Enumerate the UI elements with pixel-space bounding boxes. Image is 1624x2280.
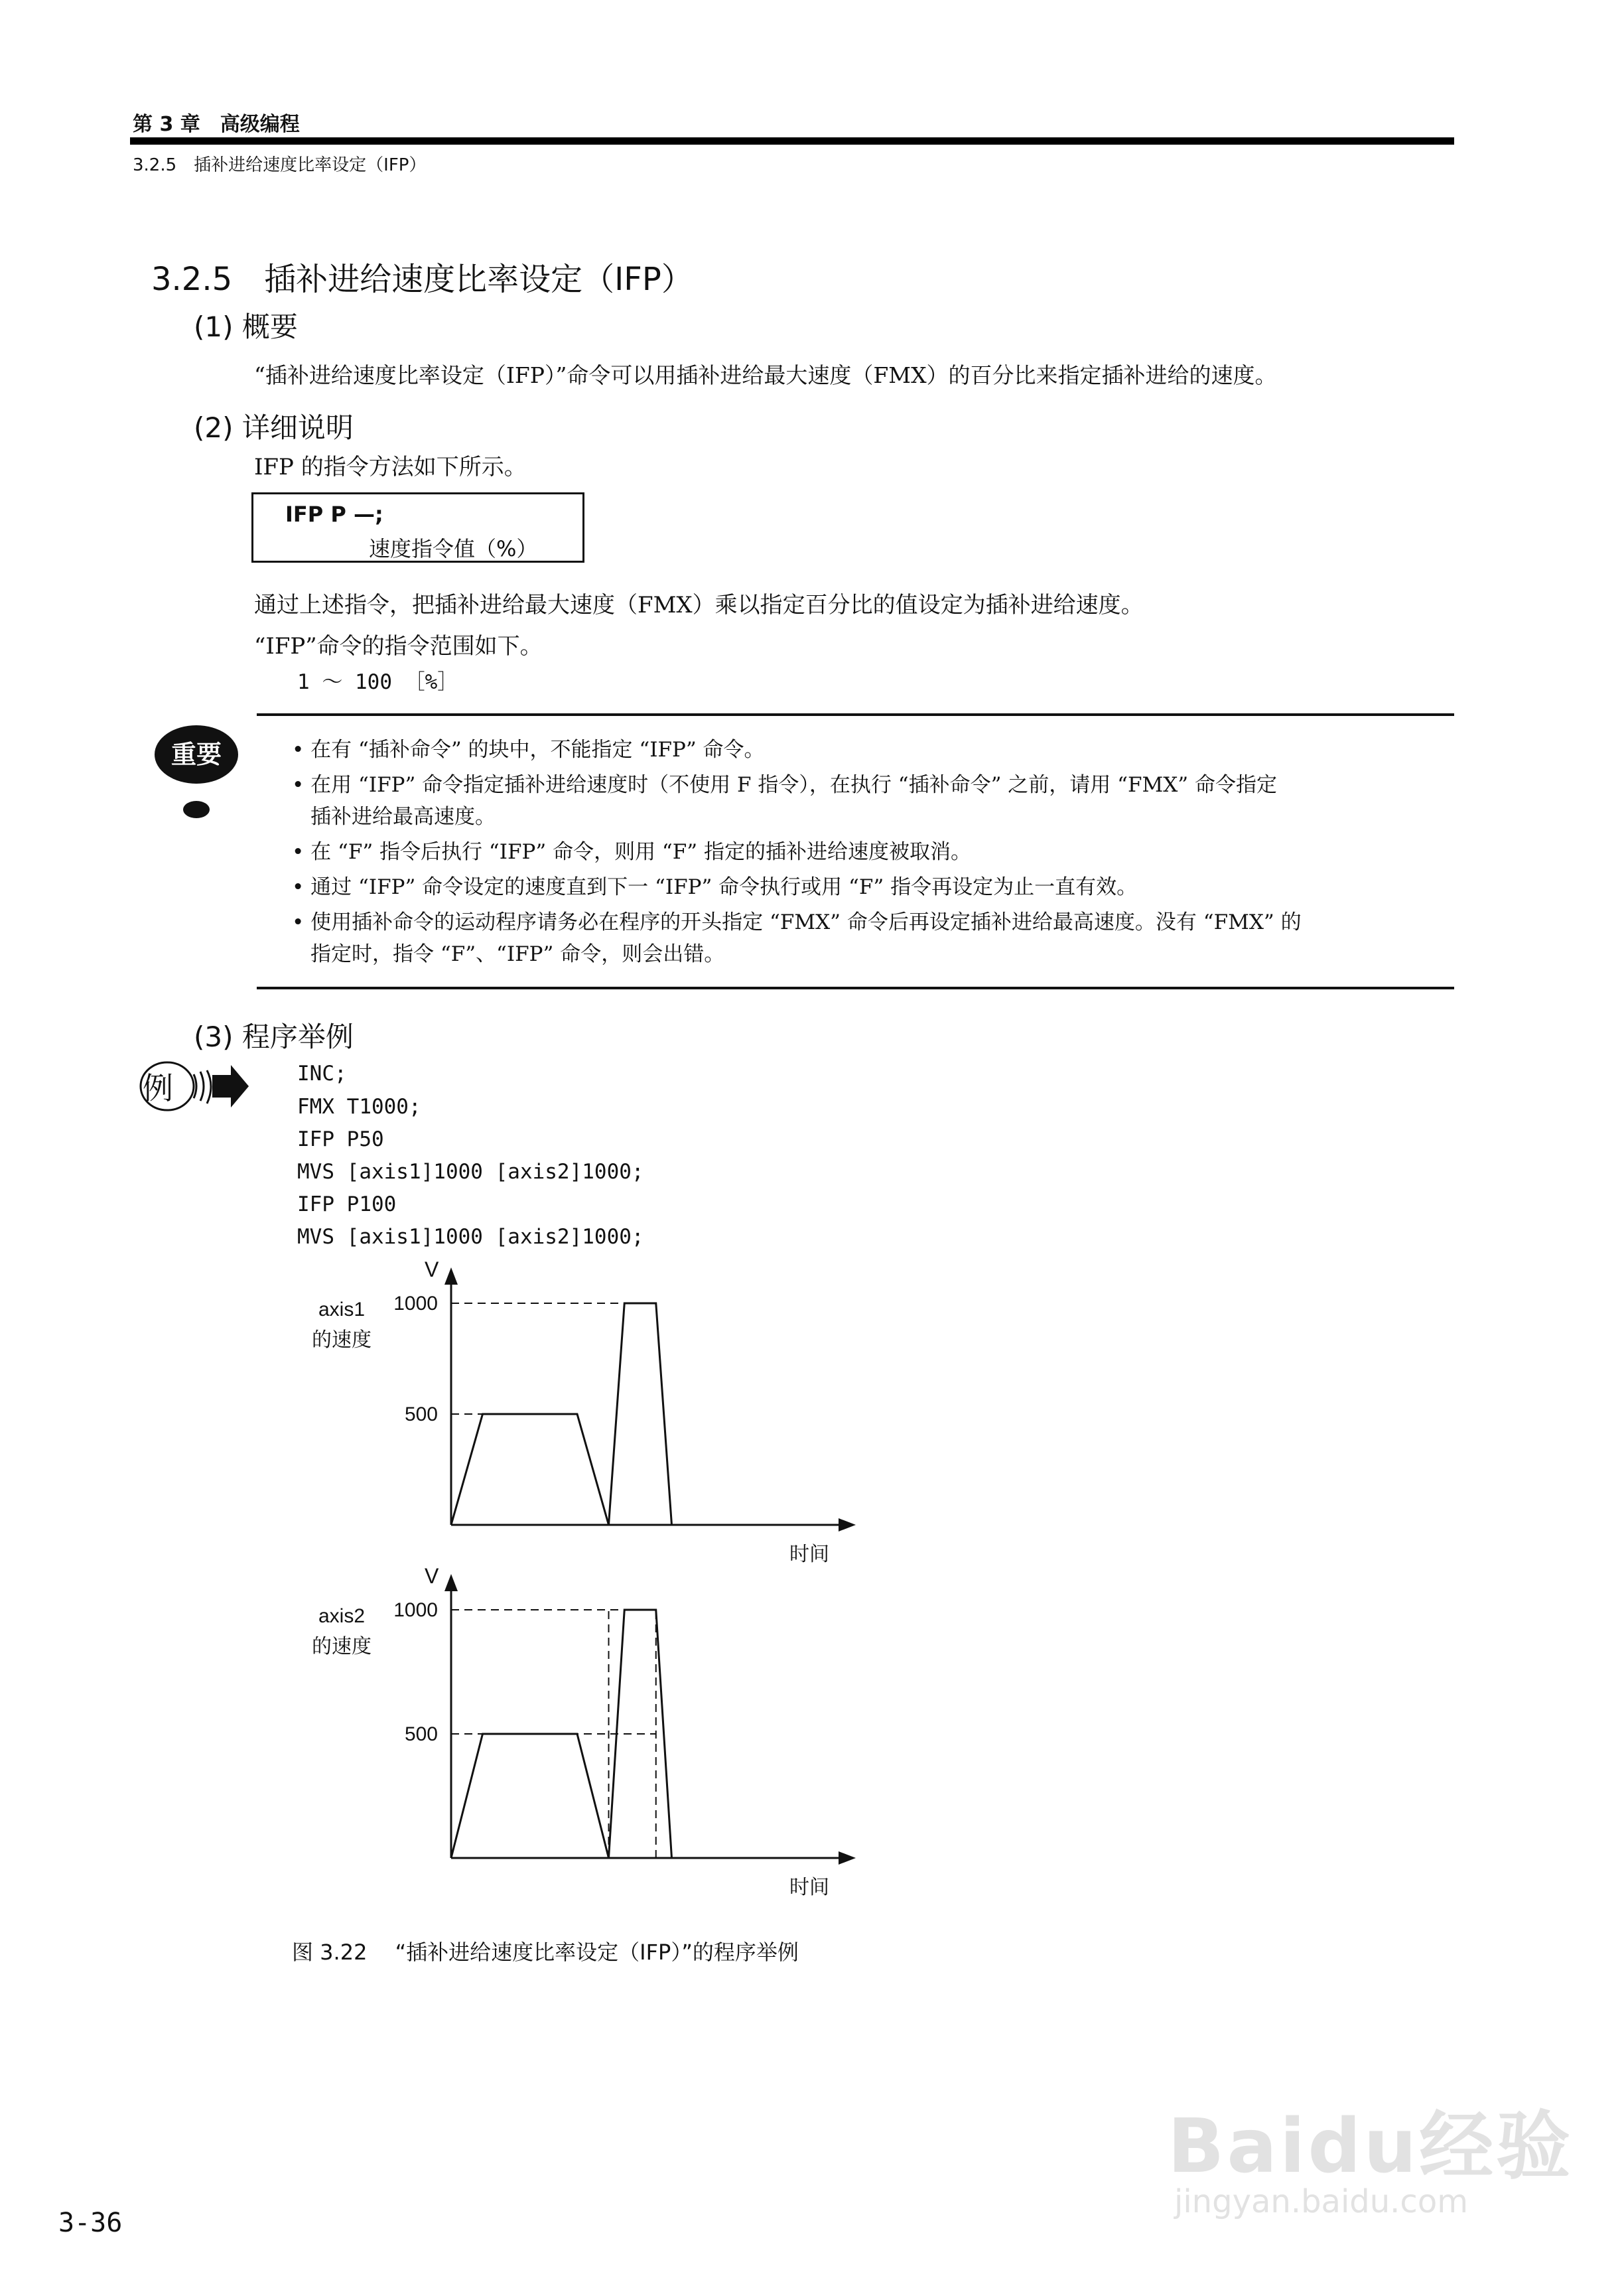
important-bullet-5-cont: 指定时，指令 “F”、“IFP” 命令，则会出错。: [310, 942, 725, 966]
detail-heading: (2) 详细说明: [194, 411, 354, 444]
chart-1-xlabel: 时间: [789, 1543, 829, 1565]
code-line-1: INC;: [297, 1062, 347, 1086]
watermark-logo: Baidu经验: [1168, 2103, 1574, 2190]
page-number: 3-36: [58, 2208, 123, 2238]
code-line-2: FMX T1000;: [297, 1095, 421, 1119]
section-title: 3.2.5 插补进给速度比率设定（IFP）: [151, 261, 693, 298]
figure-caption: 图 3.22 “插补进给速度比率设定（IFP）”的程序举例: [292, 1940, 799, 1965]
important-bullet-4: • 通过 “IFP” 命令设定的速度直到下一 “IFP” 命令执行或用 “F” 指令再设定为止一直有效。: [292, 875, 1138, 899]
chart-2-ylabel: V: [425, 1564, 439, 1588]
chart-2-series-label: 的速度: [312, 1636, 372, 1658]
chart-2-x-arrow: [839, 1851, 856, 1865]
example-heading: (3) 程序举例: [194, 1021, 354, 1053]
code-line-4: MVS [axis1]1000 [axis2]1000;: [297, 1160, 644, 1184]
chart-1-series-label: axis1: [318, 1299, 366, 1320]
chart-1-y-arrow: [444, 1267, 458, 1285]
important-bullet-2-cont: 插补进给最高速度。: [310, 805, 496, 829]
chart-2-ytick: 500: [404, 1723, 438, 1745]
chart-2-y-arrow: [444, 1574, 458, 1591]
chart-2-xlabel: 时间: [789, 1877, 829, 1898]
important-bullet-5: • 使用插补命令的运动程序请务必在程序的开头指定 “FMX” 命令后再设定插补进给最高速度。没有 “FMX” 的: [292, 910, 1302, 934]
syntax-tail: —;: [353, 502, 383, 527]
chapter-header: 第 3 章 高级编程: [133, 113, 300, 136]
chart-2-series-label: axis2: [318, 1605, 366, 1627]
overview-heading: (1) 概要: [194, 311, 298, 343]
detail-text-2: “IFP”命令的指令范围如下。: [254, 633, 543, 660]
detail-text-1: 通过上述指令，把插补进给最大速度（FMX）乘以指定百分比的值设定为插补进给速度。: [254, 592, 1144, 618]
important-badge: 重要: [155, 725, 238, 784]
syntax-cmd: IFP P: [285, 502, 346, 527]
chart-1-ytick: 1000: [393, 1293, 438, 1315]
syntax-param: 速度指令值（%）: [369, 536, 538, 561]
chart-1-series-label: 的速度: [312, 1329, 372, 1351]
important-bullet-1: • 在有 “插补命令” 的块中，不能指定 “IFP” 命令。: [292, 738, 765, 762]
code-line-3: IFP P50: [297, 1127, 384, 1151]
detail-range: 1 ～ 100 ［%］: [297, 670, 458, 694]
watermark-url: jingyan.baidu.com: [1174, 2183, 1468, 2220]
important-bullet-3: • 在 “F” 指令后执行 “IFP” 命令，则用 “F” 指定的插补进给速度被取消。: [292, 840, 971, 864]
subsection-header: 3.2.5 插补进给速度比率设定（IFP）: [133, 155, 427, 175]
chart-1-x-arrow: [839, 1518, 856, 1532]
chart-1-velocity-line: [451, 1303, 672, 1525]
detail-intro: IFP 的指令方法如下所示。: [254, 454, 527, 480]
example-icon-label: 例: [143, 1070, 173, 1106]
chart-1-ylabel: V: [425, 1257, 439, 1281]
overview-text: “插补进给速度比率设定（IFP）”命令可以用插补进给最大速度（FMX）的百分比来指定插补进给的速度。: [254, 362, 1277, 388]
code-line-5: IFP P100: [297, 1192, 397, 1216]
code-line-6: MVS [axis1]1000 [axis2]1000;: [297, 1225, 644, 1249]
important-bullet-2: • 在用 “IFP” 命令指定插补进给速度时（不使用 F 指令），在执行 “插补命令” 之前，请用 “FMX” 命令指定: [292, 773, 1278, 797]
chart-1-ytick: 500: [404, 1403, 438, 1425]
chart-2-ytick: 1000: [393, 1599, 438, 1621]
